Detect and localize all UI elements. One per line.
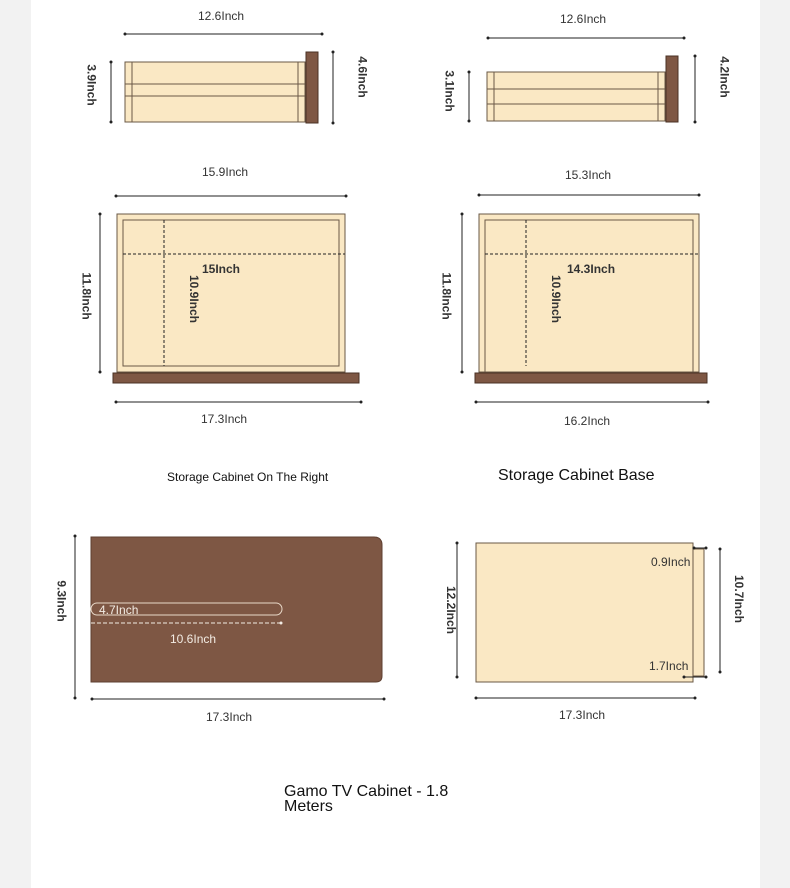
top-panel-drawing <box>75 536 384 699</box>
cabinet-base-inner-height-label: 10.9Inch <box>549 274 564 324</box>
cabinet-right-inner-width-label: 15Inch <box>202 262 241 276</box>
caption-storage-cabinet-right: Storage Cabinet On The Right <box>167 470 329 484</box>
caption-storage-cabinet-base: Storage Cabinet Base <box>498 467 655 484</box>
cabinet-base-inner-width-label: 14.3Inch <box>567 262 616 276</box>
drawer-right-height-label: 3.9Inch <box>84 64 99 106</box>
shelf-panel-notch-top-label: 0.9Inch <box>651 555 691 569</box>
shelf-panel-inner-height-label: 10.7Inch <box>732 574 747 624</box>
drawer-base-width-label: 12.6Inch <box>560 12 607 26</box>
shelf-panel-notch-bottom-label: 1.7Inch <box>649 659 689 673</box>
cabinet-base-height-label: 11.8Inch <box>439 272 454 320</box>
top-panel-height-label: 9.3Inch <box>54 580 69 622</box>
cabinet-right-top-width-label: 15.9Inch <box>202 165 249 179</box>
drawer-base-drawing <box>469 38 695 122</box>
cabinet-right-height-label: 11.8Inch <box>79 272 94 320</box>
product-title: Gamo TV Cabinet - 1.8 Meters <box>284 783 449 815</box>
dimension-drawings <box>31 0 760 888</box>
cabinet-right-drawing <box>100 196 361 402</box>
top-panel-slot-width-label: 4.7Inch <box>99 603 139 617</box>
spec-sheet <box>31 0 760 888</box>
shelf-panel-width-label: 17.3Inch <box>559 708 606 722</box>
cabinet-base-top-width-label: 15.3Inch <box>565 168 612 182</box>
cabinet-base-drawing <box>462 195 708 402</box>
drawer-base-height-label: 3.1Inch <box>442 70 457 112</box>
drawer-right-drawing <box>111 34 333 123</box>
drawer-base-total-height-label: 4.2Inch <box>717 56 732 98</box>
cabinet-right-inner-height-label: 10.9Inch <box>187 274 202 324</box>
top-panel-width-label: 17.3Inch <box>206 710 253 724</box>
drawer-right-width-label: 12.6Inch <box>198 9 245 23</box>
cabinet-right-bottom-width-label: 17.3Inch <box>201 412 248 426</box>
cabinet-base-bottom-width-label: 16.2Inch <box>564 414 611 428</box>
drawer-right-total-height-label: 4.6Inch <box>355 56 370 98</box>
top-panel-slot-offset-label: 10.6Inch <box>170 632 217 646</box>
shelf-panel-height-label: 12.2Inch <box>444 585 459 635</box>
